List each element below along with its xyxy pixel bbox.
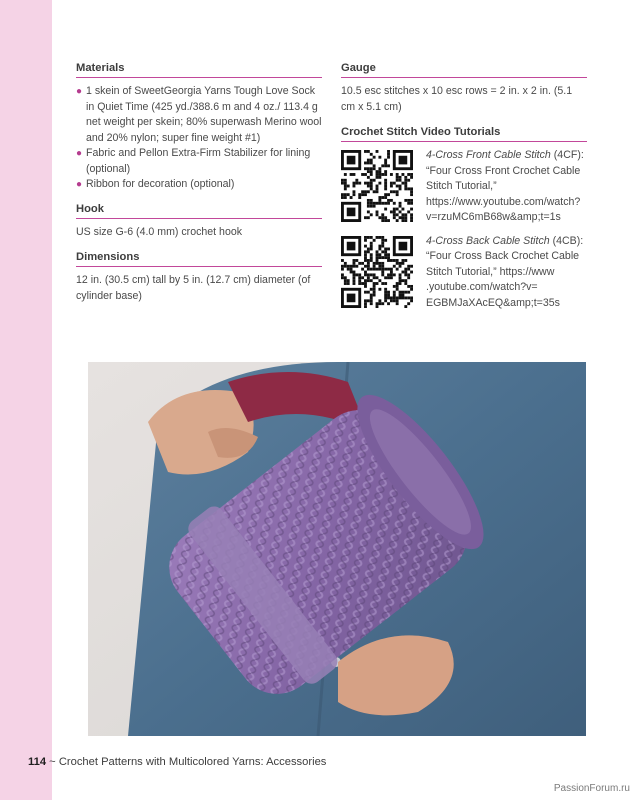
dimensions-heading: Dimensions [76,251,322,267]
product-photo [88,362,586,736]
page-number: 114 [28,756,47,768]
bullet-icon: ● [76,148,83,159]
materials-heading: Materials [76,62,322,78]
bullet-icon: ● [76,179,83,190]
dimensions-section [76,251,322,304]
qr-code-icon[interactable] [341,236,413,308]
bullet-icon: ● [76,86,83,97]
tutorial-item [341,234,587,312]
gauge-heading: Gauge [341,62,587,78]
materials-list [76,84,322,193]
tutorial-link[interactable]: (4CF): “Four Cross Front Crochet Cable Stitch Tutorial,” https://www.youtube.com/watch?v=rzuMC6mB68w&amp;t=1s [426,149,584,223]
footer-separator: ~ [46,756,59,768]
tutorial-text: 4-Cross Back Cable Stitch (4CB): “Four Cross Back Crochet Cable Stitch Tutorial,” https://www .youtube.com/watch?v= EGBMJaXAcEQ&amp;t=35s [426,234,584,309]
dimensions-text: 12 in. (30.5 cm) tall by 5 in. (12.7 cm) diameter (of cylinder base) [76,274,311,302]
gauge-section [341,62,587,115]
book-title: Crochet Patterns with Multicolored Yarns: Accessories [58,756,327,768]
watermark: PassionForum.ru [553,783,630,794]
page-side-strip [0,0,52,800]
list-item: ● 1 skein of SweetGeorgia Yarns Tough Love Sock in Quiet Time (425 yd./388.6 m and 4 oz./ 113.4 g net weight per skein; 80% superwash Merino wool and 20% nylon; super fine weight #1) [76,85,322,144]
left-column [76,62,322,315]
hook-text: US size G-6 (4.0 mm) crochet hook [76,225,243,238]
knitted-bottle-cozy-illustration [88,362,586,736]
hook-section [76,203,322,241]
hook-heading: Hook [76,203,322,219]
list-item: ● Ribbon for decoration (optional) [76,177,322,193]
tutorials-heading: Crochet Stitch Video Tutorials [341,126,587,142]
list-item: ● Fabric and Pellon Extra-Firm Stabilizer for lining (optional) [76,147,311,175]
right-column [341,62,587,319]
page-footer [28,756,326,768]
tutorial-text: 4-Cross Front Cable Stitch (4CF): “Four Cross Front Crochet Cable Stitch Tutorial,” https://www.youtube.com/watch?v=rzuMC6mB68w&amp;t=1s [426,149,584,223]
gauge-text: 10.5 esc stitches x 10 esc rows = 2 in. x 2 in. (5.1 cm x 5.1 cm) [341,85,573,113]
tutorial-item [341,148,587,226]
qr-code-icon[interactable] [341,150,413,222]
tutorial-link[interactable]: (4CB): “Four Cross Back Crochet Cable Stitch Tutorial,” https://www .youtube.com/watch?v= EGBMJaXAcEQ&amp;t=35s [426,234,584,309]
